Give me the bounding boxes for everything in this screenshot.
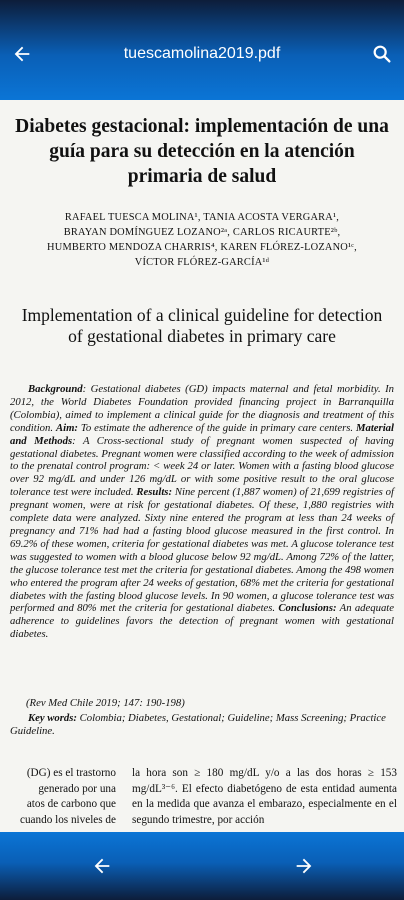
keywords (10, 712, 394, 738)
keywords-label: Key words: (28, 712, 77, 724)
arrow-left-icon (11, 43, 33, 65)
article-title-en: Implementation of a clinical guideline for detection of gestational diabetes in primary care (21, 305, 383, 346)
methods-label: Material and Methods (10, 421, 394, 447)
body-column-left (0, 766, 116, 828)
keywords-text: Colombia; Diabetes, Gestational; Guideline; Mass Screening; Practice Guideline. (10, 712, 386, 737)
search-icon (371, 43, 393, 65)
results-label: Results: (136, 486, 173, 499)
body-line: cuando los niveles de (19, 813, 116, 826)
conclusions-text: An adequate adherence to guidelines favors the detection of pregnant women with gestational diabetes. (10, 602, 395, 641)
app-bar (0, 0, 404, 100)
author-line: BRAYAN DOMÍNGUEZ LOZANO²ᵃ, CARLOS RICAURTE²ᵇ, (63, 227, 341, 238)
arrow-right-icon (293, 855, 315, 877)
conclusions-label: Conclusions: (278, 602, 337, 615)
body-column-right: la hora son ≥ 180 mg/dL y/o a las dos horas ≥ 153 mg/dL³⁻⁶. El efecto diabetógeno de esta entidad aumenta en la medida que avanza el embarazo, especialmente en el segundo trimestre, por acción (132, 767, 397, 826)
methods-text: : A Cross-sectional study of pregnant women suspected of having gestational diabetes. Pregnant women were classified according to the week of admission to the prenatal control program: < week 24 or later. Women with a fasting blood glucose over 92 mg/dL and under 126 mg/dL or with some positive result to the oral glucose tolerance test were included. (10, 434, 394, 499)
body-line: generado por una (38, 782, 116, 795)
article-title-es: Diabetes gestacional: implementación de una guía para su detección en la atención primaria de salud (15, 116, 389, 187)
body-line: atos de carbono que (26, 798, 116, 810)
body-line: (DG) es el trastorno (26, 767, 116, 779)
author-line: VÍCTOR FLÓREZ-GARCÍA¹ᵈ (134, 257, 270, 268)
previous-page-button[interactable] (82, 848, 122, 884)
author-line: HUMBERTO MENDOZA CHARRIS⁴, KAREN FLÓREZ-LOZANO¹ᶜ, (47, 242, 357, 253)
page-navigation-bar (0, 832, 404, 900)
arrow-left-icon (91, 855, 113, 877)
search-button[interactable] (362, 34, 402, 74)
results-text: Nine percent (1,887 women) of 21,699 registries of pregnant women, were at risk for gestational diabetes. Of these, 1,880 registries with complete data were analyzed. Sixty nine entered the program at less than 24 weeks of pregnancy and 71% had had a fasting blood glucose measured in the first control. In 69.2% of these women, criteria for gestational diabetes was met. A glucose tolerance test was suggested to women with a blood glucose below 92 mg/dL. Among 72% of the latter, the glucose tolerance test met the criteria for gestational diabetes. Among the 498 women who entered the program after 24 weeks of gestation, 68% met the criteria for gestational diabetes with the fasting blood glucose levels. In 90 women, a glucose tolerance test was performed and 80% met the criteria for gestational diabetes. (10, 486, 394, 615)
author-line: RAFAEL TUESCA MOLINA¹, TANIA ACOSTA VERGARA¹, (64, 212, 340, 223)
aim-text: To estimate the adherence of the guide in primary care centers. (77, 421, 356, 434)
pdf-page[interactable] (0, 100, 404, 832)
abstract (10, 383, 394, 641)
aim-label: Aim: (55, 421, 78, 434)
author-list (20, 210, 384, 270)
back-button[interactable] (2, 34, 42, 74)
document-title: tuescamolina2019.pdf (123, 45, 281, 62)
background-text: : Gestational diabetes (GD) impacts maternal and fetal morbidity. In 2012, the World Diabetes Foundation provided financing project in Barranquilla (Colombia), aimed to implement a clinical guide for the diagnosis and treatment of this condition. (10, 383, 394, 434)
next-page-button[interactable] (284, 848, 324, 884)
citation: (Rev Med Chile 2019; 147: 190-198) (26, 697, 185, 709)
background-label: Background (28, 383, 83, 395)
